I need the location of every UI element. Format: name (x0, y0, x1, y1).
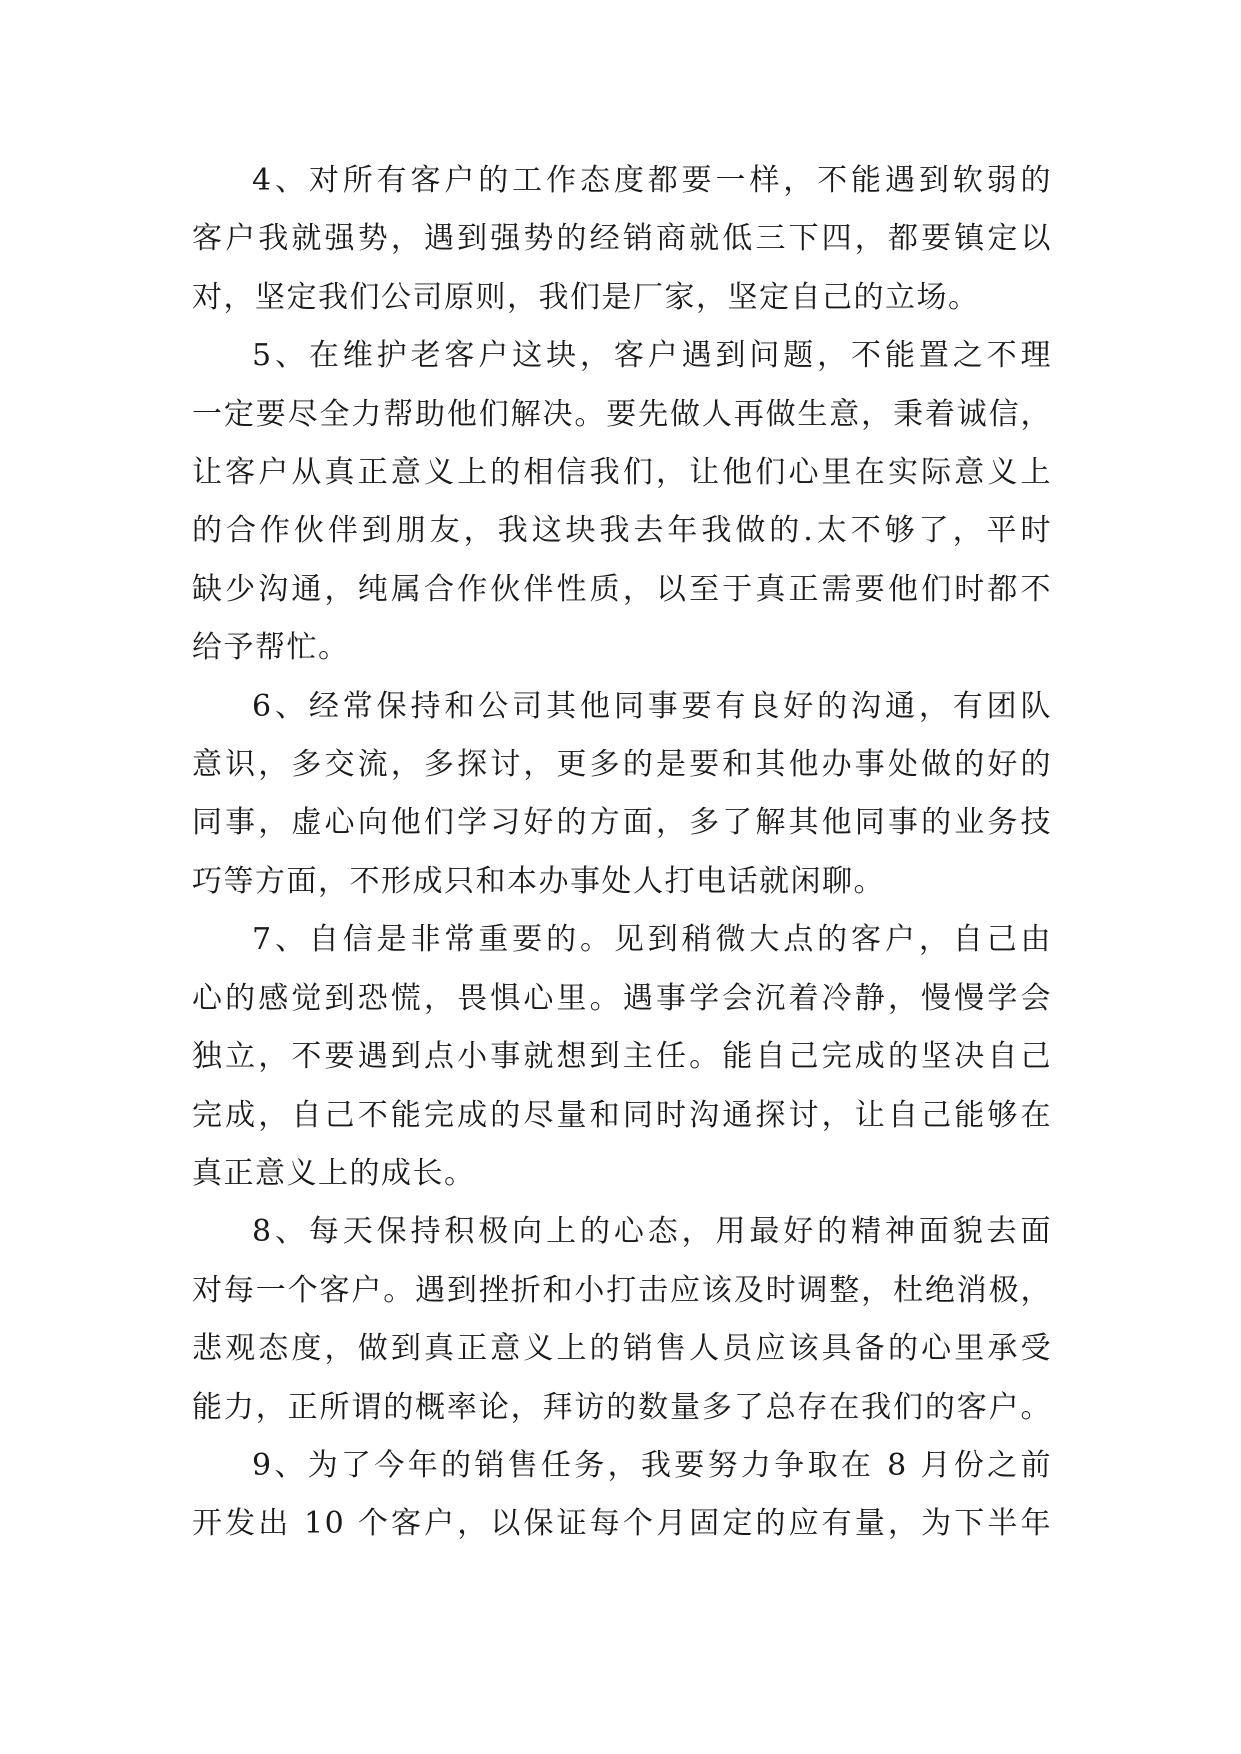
paragraph-line: 一定要尽全力帮助他们解决。要先做人再做生意，秉着诚信， (192, 396, 1052, 432)
paragraph-line: 同事，虚心向他们学习好的方面，多了解其他同事的业务技 (192, 805, 1052, 841)
paragraph-line: 5、在维护老客户这块，客户遇到问题，不能置之不理 (252, 338, 1052, 374)
paragraph-line: 4、对所有客户的工作态度都要一样，不能遇到软弱的 (252, 163, 1052, 198)
paragraph-line: 7、自信是非常重要的。见到稍微大点的客户，自己由 (252, 922, 1052, 958)
paragraph-6 (192, 678, 1052, 912)
paragraph-line: 巧等方面，不形成只和本办事处人打电话就闲聊。 (192, 863, 885, 899)
paragraph-line: 悲观态度，做到真正意义上的销售人员应该具备的心里承受 (192, 1331, 1052, 1367)
document-body (192, 152, 1052, 1554)
paragraph-line: 对，坚定我们公司原则，我们是厂家，坚定自己的立场。 (192, 279, 980, 315)
paragraph-line: 9、为了今年的销售任务，我要努力争取在 8 月份之前 (252, 1447, 1052, 1483)
paragraph-line: 的合作伙伴到朋友，我这块我去年我做的.太不够了，平时 (192, 513, 1052, 549)
paragraph-line: 缺少沟通，纯属合作伙伴性质，以至于真正需要他们时都不 (192, 571, 1052, 607)
paragraph-4 (192, 152, 1052, 327)
paragraph-9 (192, 1437, 1052, 1554)
paragraph-line: 8、每天保持积极向上的心态，用最好的精神面貌去面 (252, 1214, 1052, 1250)
paragraph-line: 开发出 10 个客户，以保证每个月固定的应有量，为下半年 (192, 1506, 1052, 1542)
paragraph-8 (192, 1203, 1052, 1437)
paragraph-line: 心的感觉到恐慌，畏惧心里。遇事学会沉着冷静，慢慢学会 (192, 980, 1052, 1016)
paragraph-line: 对每一个客户。遇到挫折和小打击应该及时调整，杜绝消极， (192, 1272, 1052, 1308)
paragraph-line: 意识，多交流，多探讨，更多的是要和其他办事处做的好的 (192, 747, 1052, 783)
paragraph-5 (192, 327, 1052, 677)
paragraph-line: 能力，正所谓的概率论，拜访的数量多了总存在我们的客户。 (192, 1389, 1052, 1425)
paragraph-line: 真正意义上的成长。 (192, 1155, 476, 1191)
paragraph-7 (192, 911, 1052, 1203)
paragraph-line: 客户我就强势，遇到强势的经销商就低三下四，都要镇定以 (192, 221, 1052, 257)
paragraph-line: 给予帮忙。 (192, 630, 350, 666)
paragraph-line: 让客户从真正意义上的相信我们，让他们心里在实际意义上 (192, 455, 1052, 491)
paragraph-line: 独立，不要遇到点小事就想到主任。能自己完成的坚决自己 (192, 1039, 1052, 1075)
paragraph-line: 6、经常保持和公司其他同事要有良好的沟通，有团队 (252, 688, 1052, 724)
paragraph-line: 完成，自己不能完成的尽量和同时沟通探讨，让自己能够在 (192, 1097, 1052, 1133)
